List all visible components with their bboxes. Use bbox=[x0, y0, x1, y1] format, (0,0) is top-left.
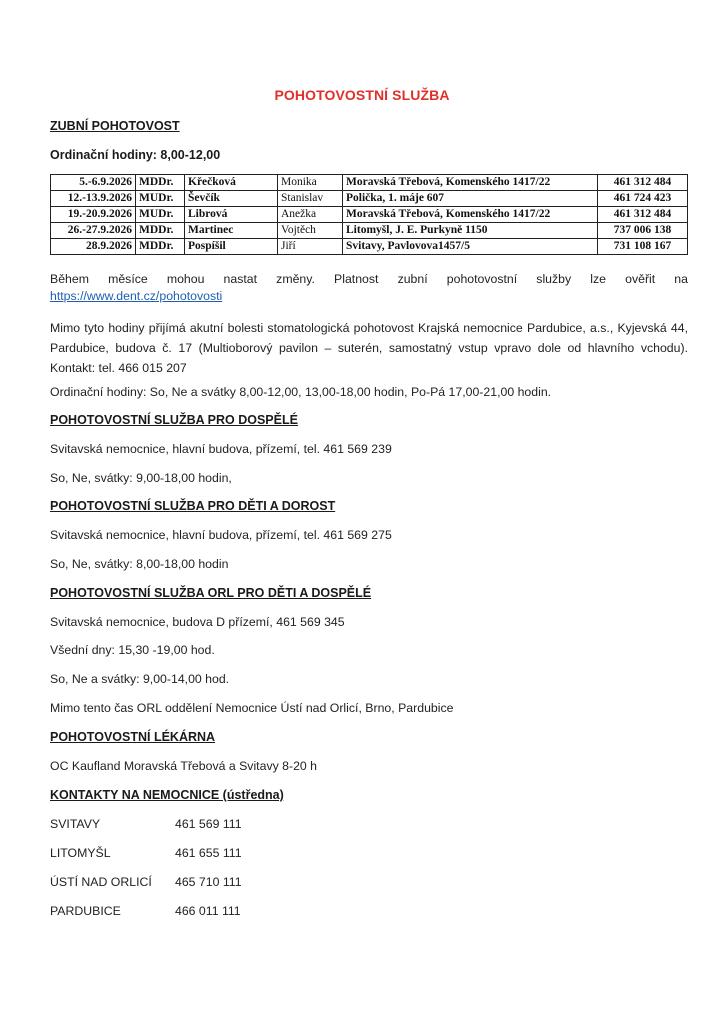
duty-degree: MDDr. bbox=[136, 239, 185, 255]
list-item bbox=[50, 904, 241, 918]
adults-hours: So, Ne, svátky: 9,00-18,00 hodin, bbox=[50, 471, 232, 485]
duty-phone: 461 312 484 bbox=[598, 175, 688, 191]
duty-degree: MUDr. bbox=[136, 207, 185, 223]
duty-date: 5.-6.9.2026 bbox=[51, 175, 136, 191]
duty-address: Moravská Třebová, Komenského 1417/22 bbox=[343, 175, 598, 191]
contact-name: SVITAVY bbox=[50, 817, 101, 831]
duty-address: Svitavy, Pavlovova1457/5 bbox=[343, 239, 598, 255]
duty-address: Polička, 1. máje 607 bbox=[343, 191, 598, 207]
table-row bbox=[51, 175, 688, 191]
orl-outside-hours: Mimo tento čas ORL oddělení Nemocnice Ústí nad Orlicí, Brno, Pardubice bbox=[50, 701, 454, 715]
table-row bbox=[51, 207, 688, 223]
dental-change-note bbox=[50, 269, 688, 289]
pardubice-emergency-text: Mimo tyto hodiny přijímá akutní bolesti stomatologická pohotovost Krajská nemocnice Pardubice, a.s., Kyjevská 44, Pardubice, budova č. 17 (Multioborový pavilon – suterén, samostatný vstup vpravo dole od hlavního vchodu). Kontakt: tel. 466 015 207 bbox=[50, 321, 688, 375]
children-heading: POHOTOVOSTNÍ SLUŽBA PRO DĚTI A DOROST bbox=[50, 499, 336, 513]
list-item bbox=[50, 846, 242, 860]
contact-name: ÚSTÍ NAD ORLICÍ bbox=[50, 875, 152, 889]
dent-cz-link[interactable]: https://www.dent.cz/pohotovosti bbox=[50, 289, 223, 303]
orl-weekday-hours: Všední dny: 15,30 -19,00 hod. bbox=[50, 643, 215, 657]
table-row bbox=[51, 223, 688, 239]
duty-address: Litomyšl, J. E. Purkyně 1150 bbox=[343, 223, 598, 239]
contact-phone: 461 655 111 bbox=[175, 846, 242, 860]
contact-name: LITOMYŠL bbox=[50, 846, 111, 860]
duty-first-name: Stanislav bbox=[278, 191, 343, 207]
duty-degree: MDDr. bbox=[136, 175, 185, 191]
contact-phone: 466 011 111 bbox=[175, 904, 241, 918]
dental-duty-table bbox=[50, 174, 688, 255]
contact-phone: 461 569 111 bbox=[175, 817, 242, 831]
list-item bbox=[50, 875, 242, 889]
duty-phone: 731 108 167 bbox=[598, 239, 688, 255]
duty-degree: MUDr. bbox=[136, 191, 185, 207]
duty-date: 12.-13.9.2026 bbox=[51, 191, 136, 207]
orl-location: Svitavská nemocnice, budova D přízemí, 461 569 345 bbox=[50, 615, 345, 629]
orl-heading: POHOTOVOSTNÍ SLUŽBA ORL PRO DĚTI A DOSPĚLÉ bbox=[50, 586, 372, 600]
pharmacy-location: OC Kaufland Moravská Třebová a Svitavy 8-20 h bbox=[50, 759, 318, 773]
contact-name: PARDUBICE bbox=[50, 904, 121, 918]
duty-date: 19.-20.9.2026 bbox=[51, 207, 136, 223]
duty-surname: Pospíšil bbox=[185, 239, 278, 255]
duty-address: Moravská Třebová, Komenského 1417/22 bbox=[343, 207, 598, 223]
children-location: Svitavská nemocnice, hlavní budova, přízemí, tel. 461 569 275 bbox=[50, 528, 392, 542]
duty-date: 28.9.2026 bbox=[51, 239, 136, 255]
duty-degree: MDDr. bbox=[136, 223, 185, 239]
duty-surname: Librová bbox=[185, 207, 278, 223]
pharmacy-heading: POHOTOVOSTNÍ LÉKÁRNA bbox=[50, 730, 216, 744]
dental-link-line bbox=[50, 289, 222, 303]
table-row bbox=[51, 191, 688, 207]
contacts-heading: KONTAKTY NA NEMOCNICE (ústředna) bbox=[50, 788, 284, 802]
duty-first-name: Monika bbox=[278, 175, 343, 191]
list-item bbox=[50, 817, 242, 831]
contact-phone: 465 710 111 bbox=[175, 875, 242, 889]
adults-heading: POHOTOVOSTNÍ SLUŽBA PRO DOSPĚLÉ bbox=[50, 413, 298, 427]
duty-date: 26.-27.9.2026 bbox=[51, 223, 136, 239]
orl-weekend-hours: So, Ne a svátky: 9,00-14,00 hod. bbox=[50, 672, 230, 686]
dental-heading: ZUBNÍ POHOTOVOST bbox=[50, 119, 180, 133]
duty-surname: Křečková bbox=[185, 175, 278, 191]
dental-hours: Ordinační hodiny: 8,00-12,00 bbox=[50, 148, 221, 162]
duty-phone: 461 312 484 bbox=[598, 207, 688, 223]
pardubice-hours: Ordinační hodiny: So, Ne a svátky 8,00-12,00, 13,00-18,00 hodin, Po-Pá 17,00-21,00 hodin. bbox=[50, 385, 552, 399]
duty-phone: 737 006 138 bbox=[598, 223, 688, 239]
duty-surname: Martinec bbox=[185, 223, 278, 239]
duty-first-name: Jiří bbox=[278, 239, 343, 255]
table-row bbox=[51, 239, 688, 255]
page-title: POHOTOVOSTNÍ SLUŽBA bbox=[274, 87, 450, 103]
adults-location: Svitavská nemocnice, hlavní budova, přízemí, tel. 461 569 239 bbox=[50, 442, 392, 456]
dental-change-note-text: Během měsíce mohou nastat změny. Platnost zubní pohotovostní služby lze ověřit na bbox=[50, 272, 688, 286]
children-hours: So, Ne, svátky: 8,00-18,00 hodin bbox=[50, 557, 229, 571]
duty-surname: Ševčík bbox=[185, 191, 278, 207]
duty-first-name: Vojtěch bbox=[278, 223, 343, 239]
duty-first-name: Anežka bbox=[278, 207, 343, 223]
duty-phone: 461 724 423 bbox=[598, 191, 688, 207]
